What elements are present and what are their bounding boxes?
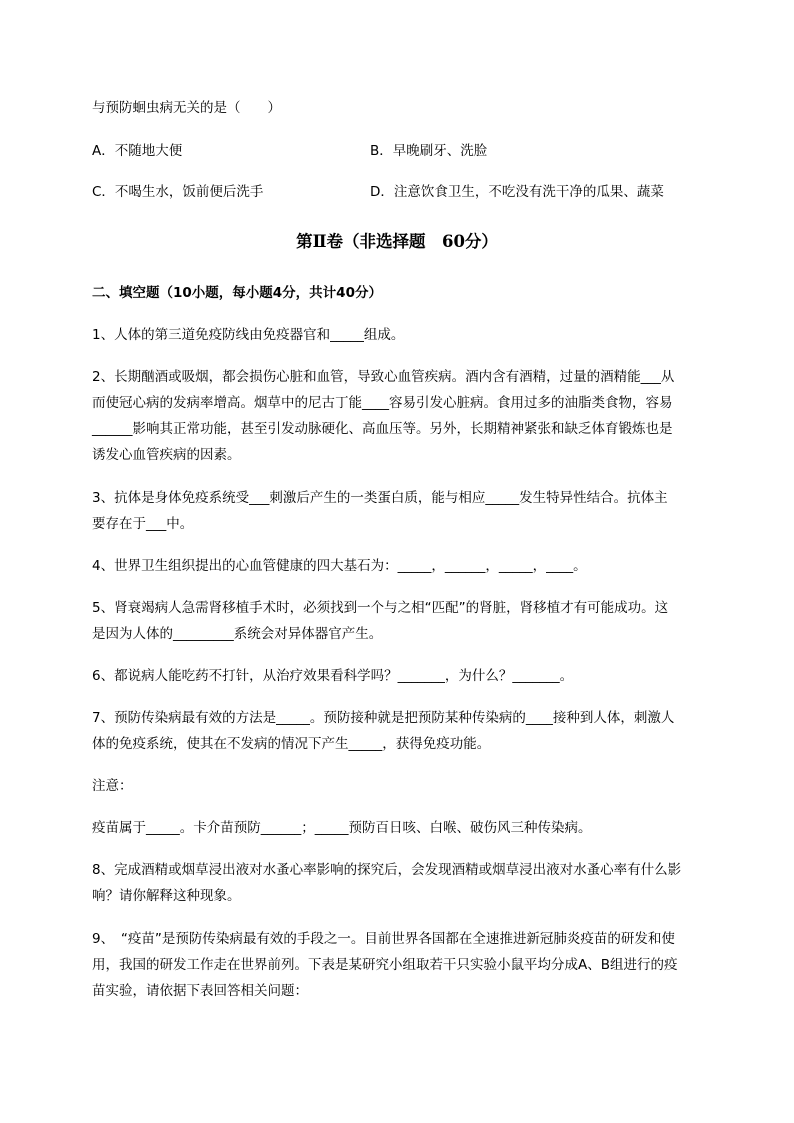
question-8-line-2: 响？请你解释这种现象。 — [92, 888, 241, 904]
question-4: 4、世界卫生组织提出的心血管健康的四大基石为：_____，______，_____，____。 — [92, 558, 587, 574]
question-3-line-2: 要存在于___中。 — [92, 516, 194, 532]
question-7-line-2: 体的免疫系统，使其在不发病的情况下产生_____，获得免疫功能。 — [92, 736, 491, 752]
question-8-line-1: 8、完成酒精或烟草浸出液对水蚤心率影响的探究后，会发现酒精或烟草浸出液对水蚤心率有什么影 — [92, 862, 682, 878]
option-d: D．注意饮食卫生，不吃没有洗干净的瓜果、蔬菜 — [370, 184, 664, 200]
part-heading: 二、填空题（10小题，每小题4分，共计40分） — [92, 285, 382, 301]
question-2-line-3: ______影响其正常功能，甚至引发动脉硬化、高血压等。另外，长期精神紧张和缺乏体育锻炼也是 — [92, 421, 673, 437]
note-text: 疫苗属于_____。卡介苗预防______；_____预防百日咳、白喉、破伤风三种传染病。 — [92, 820, 592, 836]
question-9-line-2: 用，我国的研发工作走在世界前列。下表是某研究小组取若干只实验小鼠平均分成A、B组进行的疫 — [92, 957, 678, 973]
question-2-line-4: 诱发心血管疾病的因素。 — [92, 447, 241, 463]
question-2-line-2: 而使冠心病的发病率增高。烟草中的尼古丁能____容易引发心脏病。食用过多的油脂类食物，容易 — [92, 395, 673, 411]
question-5-line-1: 5、肾衰竭病人急需肾移植手术时，必须找到一个与之相“匹配”的肾脏，肾移植才有可能成功。这 — [92, 600, 669, 616]
option-b: B．早晚刷牙、洗脸 — [370, 143, 488, 159]
option-c: C．不喝生水，饭前便后洗手 — [92, 184, 264, 200]
question-2-line-1: 2、长期酗酒或吸烟，都会损伤心脏和血管，导致心血管疾病。酒内含有酒精，过量的酒精能___从 — [92, 369, 675, 385]
section-title: 第Ⅱ卷（非选择题 60分） — [296, 232, 498, 251]
question-7-line-1: 7、预防传染病最有效的方法是_____。预防接种就是把预防某种传染病的____接种到人体，刺激人 — [92, 710, 675, 726]
option-a: A．不随地大便 — [92, 143, 183, 159]
question-3-line-1: 3、抗体是身体免疫系统受___刺激后产生的一类蛋白质，能与相应_____发生特异性结合。抗体主 — [92, 490, 668, 506]
question-5-line-2: 是因为人体的_________系统会对异体器官产生。 — [92, 626, 383, 642]
question-9-line-3: 苗实验，请依据下表回答相关问题： — [92, 983, 308, 999]
question-stem: 与预防蛔虫病无关的是（ ） — [92, 100, 281, 116]
question-1: 1、人体的第三道免疫防线由免疫器官和_____组成。 — [92, 327, 405, 343]
question-6: 6、都说病人能吃药不打针，从治疗效果看科学吗？_______，为什么？_______。 — [92, 668, 574, 684]
question-9-line-1: 9、 “疫苗”是预防传染病最有效的手段之一。目前世界各国都在全速推进新冠肺炎疫苗的研发和使 — [92, 931, 675, 947]
note-label: 注意： — [92, 778, 133, 794]
